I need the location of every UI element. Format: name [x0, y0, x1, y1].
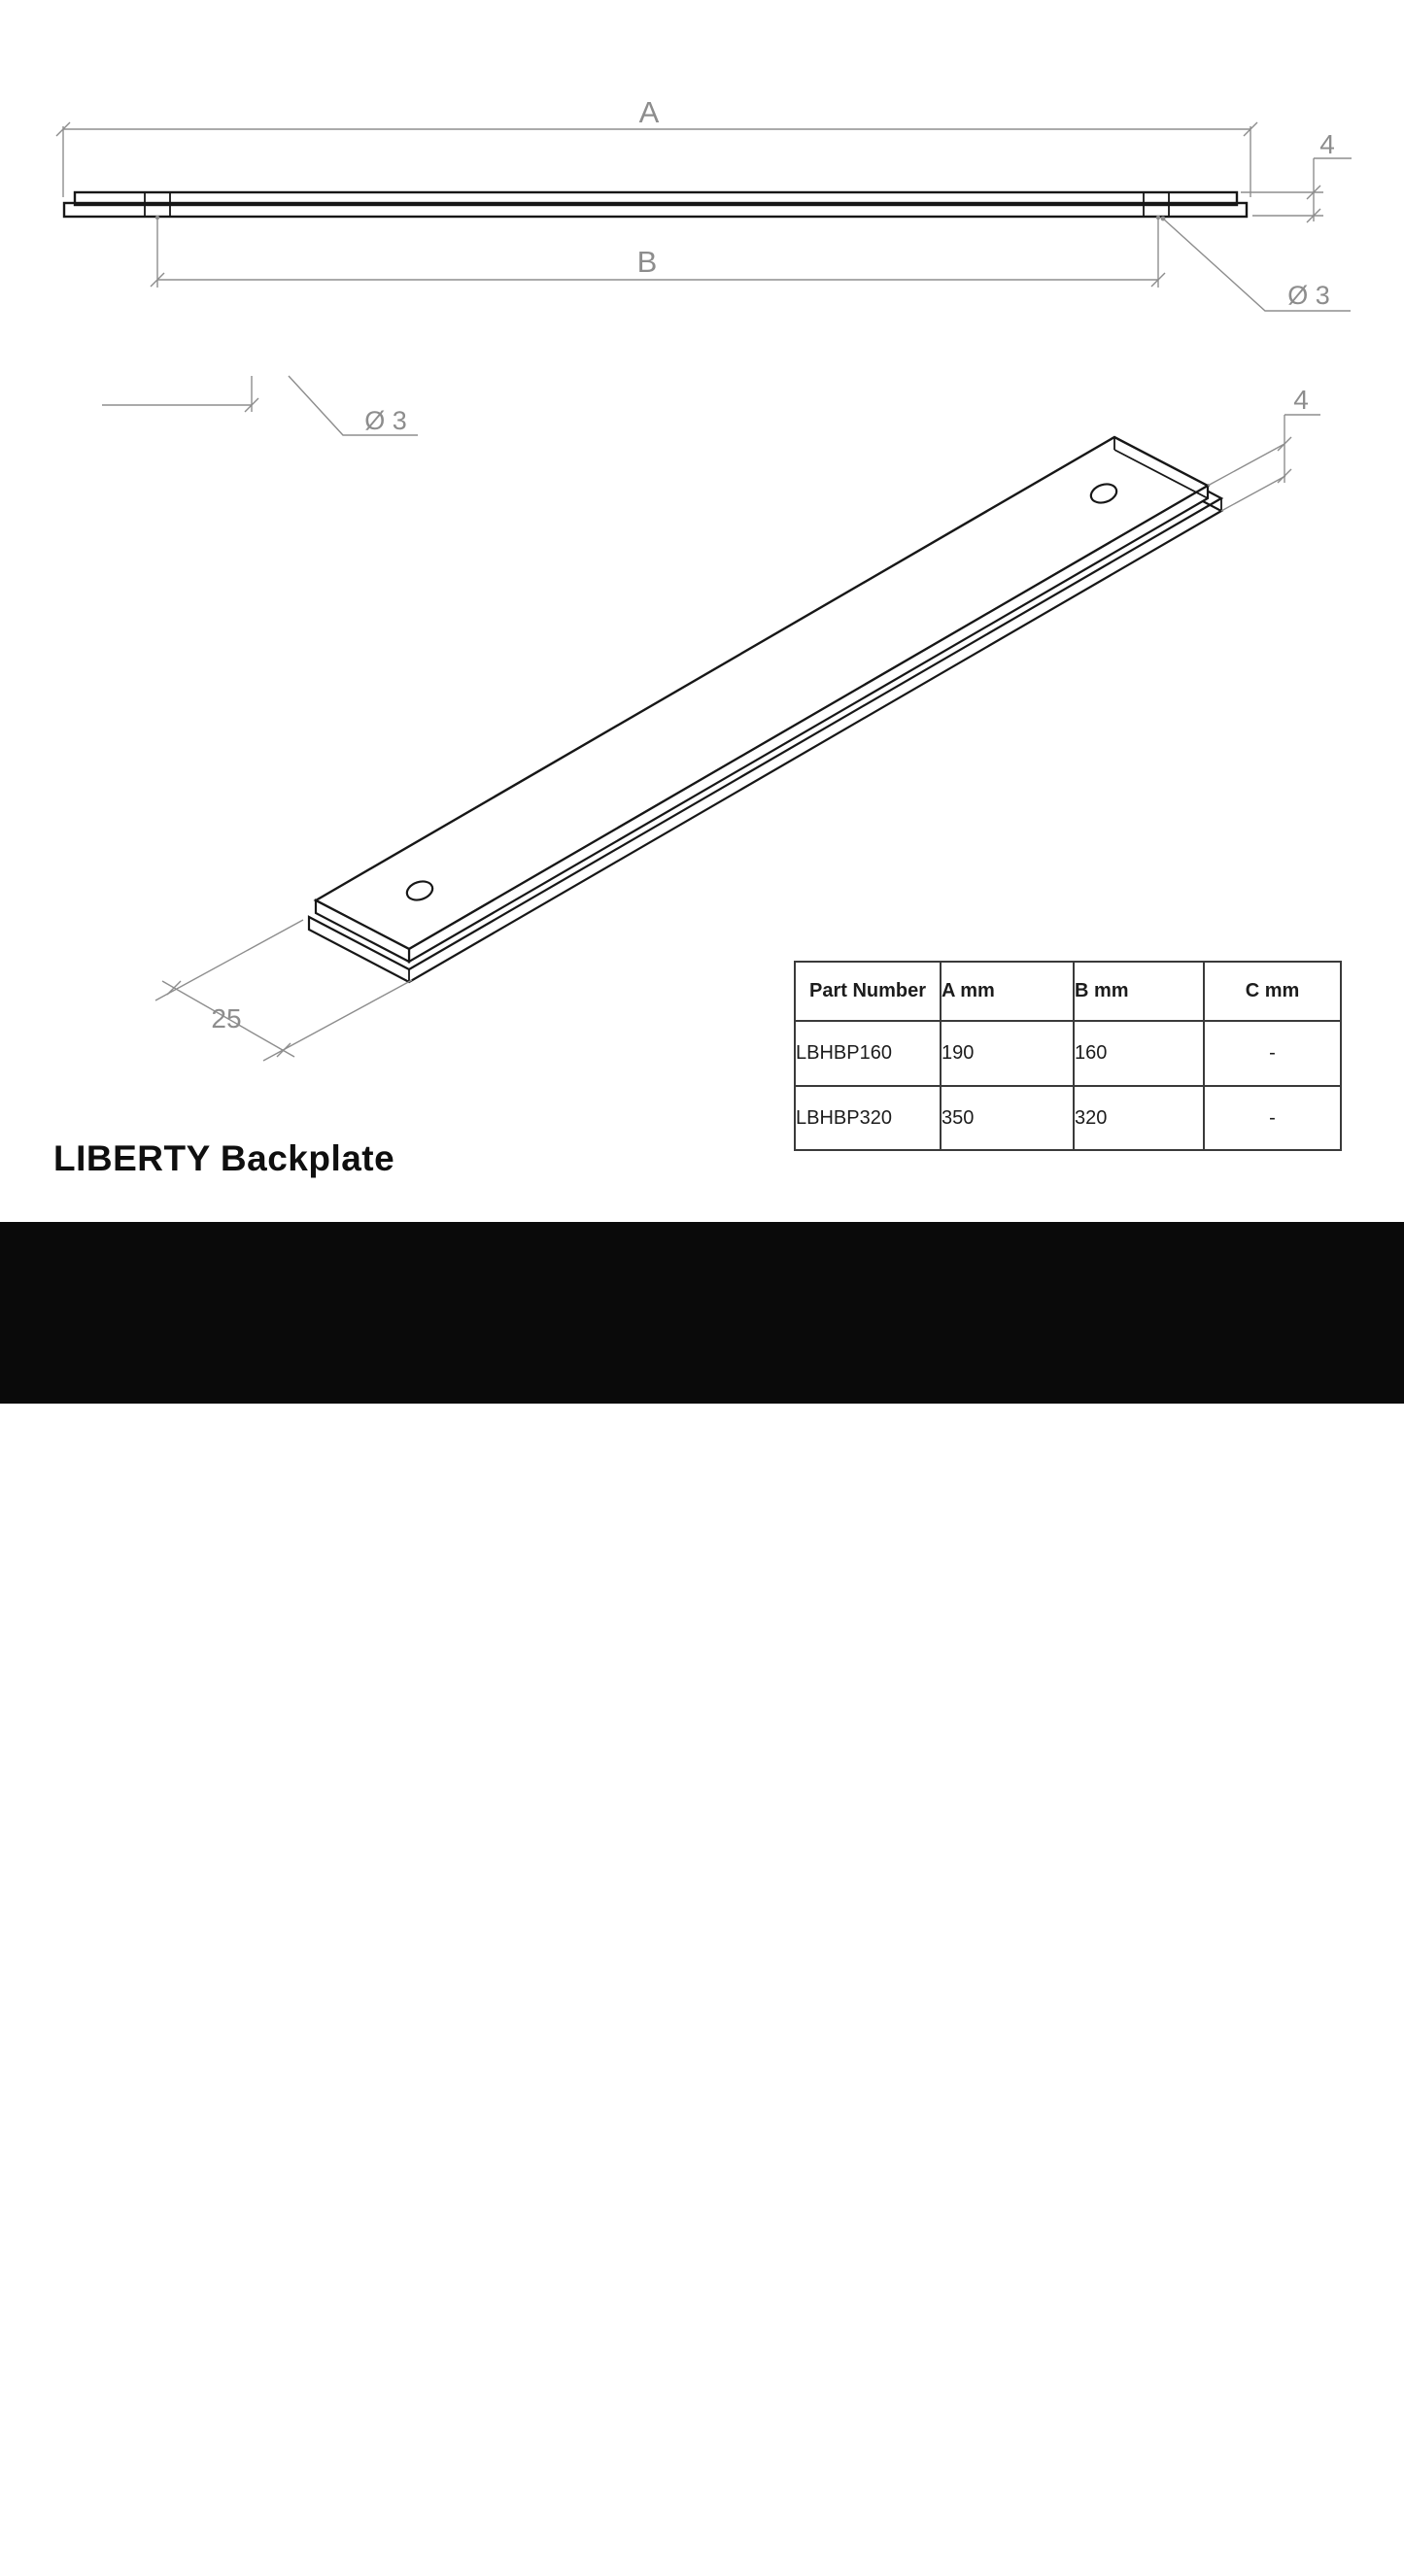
- header-a-mm: A mm: [941, 962, 1074, 1021]
- cell-c-mm: -: [1204, 1086, 1341, 1150]
- dim-label-thickness-iso: 4: [1293, 385, 1309, 415]
- momo-letter-o: [1211, 2503, 1244, 2548]
- momo-wordmark: [1151, 2501, 1346, 2550]
- iso-plate-top-face: [316, 437, 1208, 949]
- buildmat-wordmark: BUILDMAT: [119, 2528, 518, 2558]
- dim-label-thickness-side: 4: [1319, 129, 1335, 159]
- cell-part-number: LBHBP160: [795, 1021, 941, 1086]
- cell-part-number: LBHBP320: [795, 1086, 941, 1150]
- cell-a-mm: 350: [941, 1086, 1074, 1150]
- header-c-mm: C mm: [1204, 962, 1341, 1021]
- cell-c-mm: -: [1204, 1021, 1341, 1086]
- table-row: [795, 1021, 1341, 1086]
- side-view-profile: [64, 192, 1247, 217]
- cell-b-mm: 160: [1074, 1021, 1204, 1086]
- footer-bar: [0, 1222, 1404, 2575]
- dim-label-hole-dia-callout: Ø 3: [364, 406, 407, 435]
- momo-letter-m: [1252, 2503, 1300, 2548]
- dim-label-A: A: [638, 95, 660, 129]
- spec-table-header-row: [795, 962, 1341, 1021]
- spec-table: [794, 961, 1342, 1151]
- header-b-mm: B mm: [1074, 962, 1204, 1021]
- momo-wordmark-text: [0, 1222, 1, 1223]
- iso-view: [309, 437, 1221, 982]
- dim-label-hole-dia-side: Ø 3: [1287, 281, 1330, 310]
- cell-a-mm: 190: [941, 1021, 1074, 1086]
- table-row: [795, 1086, 1341, 1150]
- cell-b-mm: 320: [1074, 1086, 1204, 1150]
- header-part-number: Part Number: [795, 962, 941, 1021]
- iso-plate-near-face: [409, 486, 1208, 962]
- momo-letter-o: [1309, 2503, 1342, 2548]
- momo-handles-label: HANDLES: [1201, 2557, 1296, 2575]
- dim-label-B: B: [636, 245, 658, 279]
- buildmat-logo-icon: [48, 2518, 96, 2560]
- dim-label-width-iso: 25: [211, 1003, 242, 1034]
- momo-letter-m: [1154, 2503, 1202, 2548]
- page-title: LIBERTY Backplate: [53, 1138, 395, 1178]
